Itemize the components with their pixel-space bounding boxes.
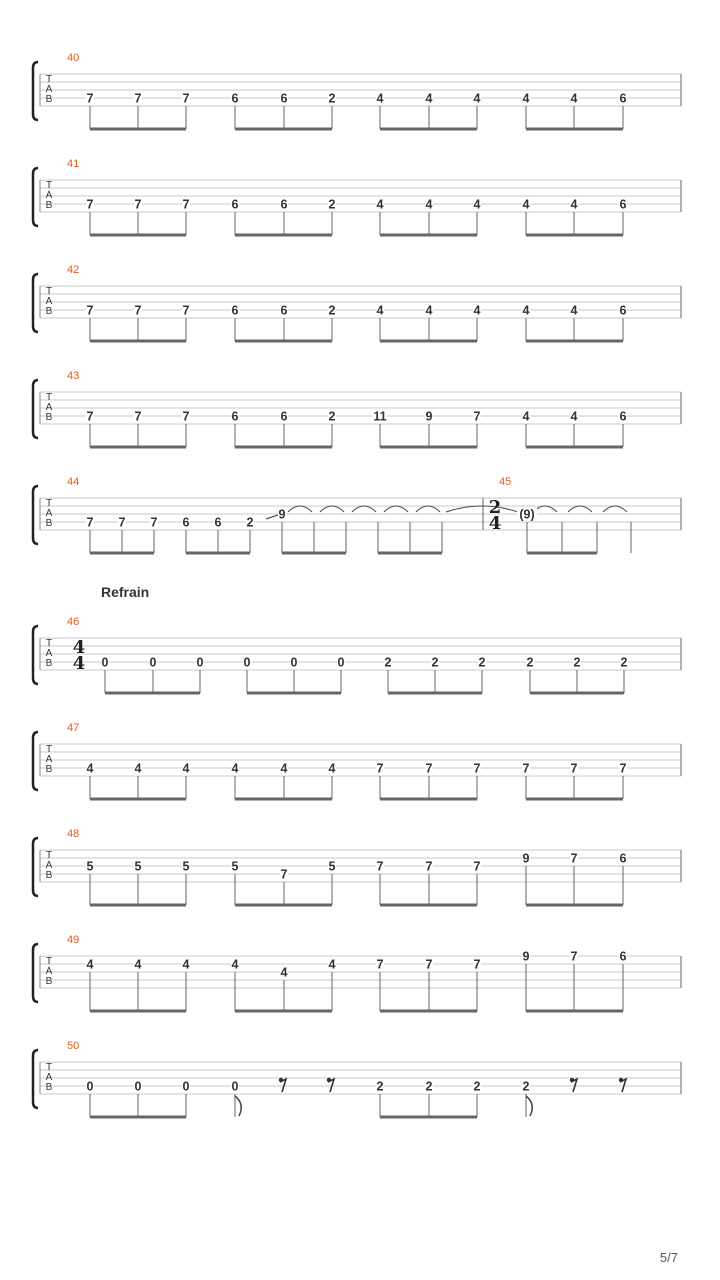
fret-number: 4	[522, 197, 530, 212]
fret-number: 7	[118, 515, 126, 530]
fret-number: 0	[149, 655, 157, 670]
fret-number: 6	[619, 197, 627, 212]
measure-number: 49	[67, 934, 80, 946]
fret-number: 7	[182, 197, 190, 212]
tab-clef-letter: A	[45, 648, 53, 659]
fret-number: 7	[619, 761, 627, 776]
tab-clef-letter: A	[45, 84, 53, 95]
tab-clef-letter: T	[45, 850, 53, 861]
tie-arc	[384, 506, 408, 512]
tab-clef-letter: B	[45, 870, 53, 881]
fret-number: 4	[570, 409, 578, 424]
tab-clef-letter: B	[45, 764, 53, 775]
fret-number: 4	[231, 761, 239, 776]
fret-number: 2	[328, 409, 336, 424]
fret-number: 4	[182, 761, 190, 776]
system-bracket	[33, 732, 38, 790]
fret-number: 4	[473, 91, 481, 106]
time-signature-top: 4	[72, 637, 86, 658]
fret-number: 0	[290, 655, 298, 670]
fret-number: 5	[86, 859, 94, 874]
fret-number: 4	[182, 957, 190, 972]
fret-number: 4	[425, 303, 433, 318]
fret-number: 4	[570, 91, 578, 106]
fret-number: 4	[522, 409, 530, 424]
tab-clef-letter: B	[45, 94, 53, 105]
fret-number: 7	[473, 761, 481, 776]
tab-clef-letter: B	[45, 658, 53, 669]
system-bracket	[33, 62, 38, 120]
fret-number: 7	[376, 859, 384, 874]
fret-number: 9	[522, 949, 530, 964]
fret-number: 6	[231, 91, 239, 106]
tab-clef-letter: T	[45, 498, 53, 509]
measure-number: 45	[499, 476, 512, 488]
fret-number: 2	[620, 655, 628, 670]
fret-number: 2	[522, 1079, 530, 1094]
fret-number: 7	[86, 91, 94, 106]
tab-clef-letter: B	[45, 1082, 53, 1093]
system-bracket	[33, 380, 38, 438]
fret-number: 4	[328, 761, 336, 776]
fret-number: 0	[196, 655, 204, 670]
measure-number: 48	[67, 828, 80, 840]
fret-number: 7	[376, 957, 384, 972]
fret-number: 7	[522, 761, 530, 776]
fret-number: 7	[570, 949, 578, 964]
tab-clef-letter: A	[45, 754, 53, 765]
tab-clef-letter: T	[45, 744, 53, 755]
system-bracket	[33, 486, 38, 544]
fret-number: 2	[328, 303, 336, 318]
fret-number: 4	[280, 761, 288, 776]
fret-number: 4	[570, 303, 578, 318]
fret-number: 6	[280, 197, 288, 212]
note-flag	[526, 1096, 532, 1116]
fret-number: 4	[86, 761, 94, 776]
tab-clef-letter: A	[45, 860, 53, 871]
tab-clef-letter: T	[45, 392, 53, 403]
section-label-refrain: Refrain	[101, 584, 150, 600]
fret-number: 5	[182, 859, 190, 874]
fret-number: 7	[86, 515, 94, 530]
fret-number: 0	[337, 655, 345, 670]
fret-number: 2	[328, 197, 336, 212]
fret-number: 4	[376, 91, 384, 106]
time-signature-top: 2	[488, 497, 502, 518]
fret-number: 5	[328, 859, 336, 874]
tab-clef-letter: T	[45, 638, 53, 649]
measure-number: 40	[67, 52, 80, 64]
fret-number: 7	[473, 859, 481, 874]
fret-number: 4	[473, 197, 481, 212]
fret-number: 4	[570, 197, 578, 212]
tab-clef-letter: T	[45, 1062, 53, 1073]
tie-arc	[352, 506, 376, 512]
tab-clef-letter: A	[45, 296, 53, 307]
measure-number: 50	[67, 1040, 80, 1052]
fret-number: 7	[570, 761, 578, 776]
fret-number: 2	[425, 1079, 433, 1094]
fret-number: 4	[134, 761, 142, 776]
fret-number: 7	[280, 867, 288, 882]
fret-number: 6	[619, 851, 627, 866]
page-number: 5/7	[659, 1250, 678, 1265]
tie-arc	[568, 506, 592, 512]
fret-number: 4	[231, 957, 239, 972]
fret-number: 6	[231, 409, 239, 424]
fret-number: 7	[182, 91, 190, 106]
fret-number: 6	[182, 515, 190, 530]
fret-number: 7	[425, 957, 433, 972]
tab-clef-letter: A	[45, 966, 53, 977]
fret-number: 4	[328, 957, 336, 972]
tab-clef-letter: A	[45, 402, 53, 413]
fret-number: 4	[376, 197, 384, 212]
system-bracket	[33, 168, 38, 226]
fret-number: 2	[246, 515, 254, 530]
measure-number: 44	[67, 476, 80, 488]
fret-number: 5	[231, 859, 239, 874]
fret-number: 6	[619, 303, 627, 318]
tab-clef-letter: T	[45, 180, 53, 191]
system-bracket	[33, 274, 38, 332]
fret-number: 4	[522, 303, 530, 318]
fret-number: 4	[280, 965, 288, 980]
fret-number: 7	[473, 409, 481, 424]
fret-number: 2	[478, 655, 486, 670]
fret-number: 0	[182, 1079, 190, 1094]
fret-number: 2	[328, 91, 336, 106]
system-bracket	[33, 1050, 38, 1108]
fret-number: 5	[134, 859, 142, 874]
fret-number: 6	[280, 91, 288, 106]
fret-number: 6	[214, 515, 222, 530]
tie-arc	[416, 506, 440, 512]
fret-number: 2	[376, 1079, 384, 1094]
time-signature-bottom: 4	[488, 513, 502, 534]
tab-clef-letter: T	[45, 956, 53, 967]
system-bracket	[33, 626, 38, 684]
fret-number: 6	[280, 303, 288, 318]
measure-number: 42	[67, 264, 80, 276]
fret-number: 0	[231, 1079, 239, 1094]
fret-number: 7	[134, 409, 142, 424]
fret-number: 0	[134, 1079, 142, 1094]
tab-clef-letter: B	[45, 200, 53, 211]
tie-arc	[320, 506, 344, 512]
fret-number: 2	[473, 1079, 481, 1094]
measure-number: 43	[67, 370, 80, 382]
fret-number: 7	[134, 91, 142, 106]
fret-number: 4	[86, 957, 94, 972]
fret-number: 6	[619, 91, 627, 106]
fret-number: 7	[570, 851, 578, 866]
fret-number: 7	[150, 515, 158, 530]
measure-number: 41	[67, 158, 80, 170]
fret-number: 9	[522, 851, 530, 866]
tab-clef-letter: B	[45, 976, 53, 987]
fret-number: 7	[134, 303, 142, 318]
tab-clef-letter: B	[45, 306, 53, 317]
fret-number: 7	[134, 197, 142, 212]
fret-number: 0	[86, 1079, 94, 1094]
system-bracket	[33, 944, 38, 1002]
slide-mark	[266, 515, 278, 519]
fret-number: 9	[278, 507, 286, 522]
fret-number: 7	[473, 957, 481, 972]
fret-number: 6	[619, 409, 627, 424]
time-signature-bottom: 4	[72, 653, 86, 674]
tab-clef-letter: T	[45, 286, 53, 297]
fret-number: 2	[384, 655, 392, 670]
fret-number: 6	[619, 949, 627, 964]
fret-number: 2	[431, 655, 439, 670]
tab-clef-letter: T	[45, 74, 53, 85]
fret-number: 7	[86, 409, 94, 424]
note-flag	[235, 1096, 241, 1116]
fret-number: 7	[86, 197, 94, 212]
fret-number: 6	[231, 303, 239, 318]
fret-number: 7	[376, 761, 384, 776]
fret-number: 9	[425, 409, 433, 424]
fret-number: 11	[373, 409, 387, 424]
fret-number: 2	[526, 655, 534, 670]
tie-arc	[288, 506, 312, 512]
fret-number: 4	[473, 303, 481, 318]
fret-number: 0	[243, 655, 251, 670]
system-bracket	[33, 838, 38, 896]
tab-clef-letter: A	[45, 1072, 53, 1083]
measure-number: 46	[67, 616, 80, 628]
fret-number: 4	[376, 303, 384, 318]
fret-number: 7	[182, 303, 190, 318]
measure-number: 47	[67, 722, 80, 734]
fret-number: 4	[522, 91, 530, 106]
fret-number: 4	[134, 957, 142, 972]
fret-number: 6	[280, 409, 288, 424]
fret-number: 6	[231, 197, 239, 212]
tie-arc	[446, 506, 518, 512]
fret-number: 4	[425, 197, 433, 212]
fret-number: 0	[101, 655, 109, 670]
fret-number: 4	[425, 91, 433, 106]
fret-number: 7	[425, 859, 433, 874]
fret-number: (9)	[519, 507, 535, 522]
fret-number: 7	[425, 761, 433, 776]
fret-number: 7	[86, 303, 94, 318]
tab-clef-letter: B	[45, 518, 53, 529]
tab-clef-letter: A	[45, 190, 53, 201]
tie-arc	[603, 506, 627, 512]
fret-number: 7	[182, 409, 190, 424]
tab-clef-letter: B	[45, 412, 53, 423]
fret-number: 2	[573, 655, 581, 670]
tab-clef-letter: A	[45, 508, 53, 519]
